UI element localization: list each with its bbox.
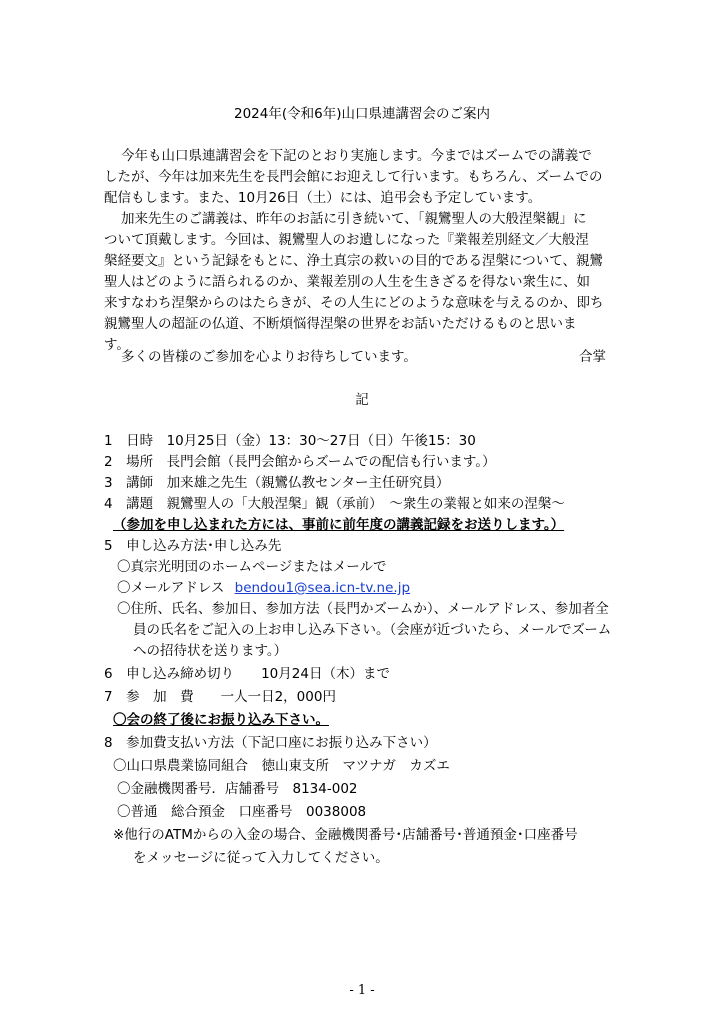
item-5-application: 5 申し込み方法･申し込み先 bbox=[104, 538, 282, 554]
item-6-deadline: 6 申し込み締め切り 10月24日（木）まで bbox=[104, 666, 390, 682]
item-2-venue: 2 場所 長門会館（長門会館からズームでの配信も行います。） bbox=[104, 454, 496, 470]
intro-paragraph-2-line-1: 加来先生のご講義は、昨年のお話に引き続いて、「親鸞聖人の大般涅槃観」に bbox=[121, 211, 587, 227]
item-4-note: （参加を申し込まれた方には、事前に前年度の講義記録をお送りします。） bbox=[113, 517, 565, 533]
intro-paragraph-2-line-2: ついて頂戴します。今回は、親鸞聖人のお遺しになった『業報差別経文／大般涅 bbox=[104, 232, 589, 248]
page-number: - 1 - bbox=[349, 983, 375, 998]
ki-heading: 記 bbox=[355, 392, 369, 408]
item-5-email-link[interactable]: bendou1@sea.icn-tv.ne.jp bbox=[234, 580, 411, 596]
intro-paragraph-1-line-2: したが、今年は加来先生を長門会館にお迎えして行います。もちろん、ズームでの bbox=[104, 169, 603, 185]
item-5-email-row bbox=[117, 578, 410, 598]
intro-paragraph-3: 多くの皆様のご参加を心よりお待ちしています。 bbox=[121, 349, 417, 365]
item-3-lecturer: 3 講師 加来雄之先生（親鸞仏教センター主任研究員） bbox=[104, 475, 450, 491]
item-4-topic: 4 講題 親鸞聖人の「大般涅槃」観（承前） ～衆生の業報と如来の涅槃～ bbox=[104, 496, 565, 512]
intro-paragraph-1-line-3: 配信もします。また、10月26日（土）には、追弔会も予定しています。 bbox=[104, 190, 542, 206]
document-title: 2024年(令和6年)山口県連講習会のご案内 bbox=[234, 106, 490, 122]
intro-paragraph-1-line-1: 今年も山口県連講習会を下記のとおり実施します。今まではズームでの講義で bbox=[121, 148, 592, 164]
intro-paragraph-2-line-5: 来すなわち涅槃からのはたらきが、その人生にどのような意味を与えるのか、即ち bbox=[104, 295, 604, 311]
intro-paragraph-2-line-3: 槃経要文』という記録をもとに、浄土真宗の救いの目的である涅槃について、親鸞 bbox=[104, 253, 603, 269]
item-8-note-line-1: ※他行のATMからの入金の場合、金融機関番号･店舗番号･普通預金･口座番号 bbox=[113, 827, 578, 843]
item-8-branch-code: 〇金融機関番号．店舗番号 8134-002 bbox=[117, 781, 358, 797]
item-8-payment: 8 参加費支払い方法（下記口座にお振り込み下さい） bbox=[104, 735, 437, 751]
intro-paragraph-2-line-6: 親鸞聖人の超証の仏道、不断煩悩得涅槃の世界をお話いただけるものと思いま bbox=[104, 316, 577, 332]
item-5-details-line-3: への招待状を送ります。） bbox=[133, 643, 288, 659]
item-5-method: 〇真宗光明団のホームページまたはメールで bbox=[117, 559, 387, 575]
item-7-fee: 7 参 加 費 一人一日2，000円 bbox=[104, 689, 336, 705]
item-5-email-label: 〇メールアドレス bbox=[117, 580, 225, 596]
item-5-details-line-1: 〇住所、氏名、参加日、参加方法（長門かズームか）、メールアドレス、参加者全 bbox=[117, 601, 609, 617]
item-8-note-line-2: をメッセージに従って入力してください。 bbox=[133, 850, 389, 866]
item-1-datetime: 1 日時 10月25日（金）13：30～27日（日）午後15：30 bbox=[104, 433, 476, 449]
intro-paragraph-2-line-4: 聖人はどのように語られるのか、業報差別の人生を生きざるを得ない衆生に、如 bbox=[104, 274, 590, 290]
intro-paragraph-2-line-7: す。 bbox=[104, 337, 130, 353]
item-5-details-line-2: 員の氏名をご記入の上お申し込み下さい。（会座が近づいたら、メールでズーム bbox=[133, 622, 612, 638]
closing-gassho: 合掌 bbox=[579, 349, 606, 365]
item-8-bank: 〇山口県農業協同組合 徳山東支所 マツナガ カズエ bbox=[113, 758, 450, 774]
item-8-account: 〇普通 総合預金 口座番号 0038008 bbox=[117, 804, 367, 820]
item-7-note: 〇会の終了後にお振り込み下さい。 bbox=[113, 712, 329, 728]
